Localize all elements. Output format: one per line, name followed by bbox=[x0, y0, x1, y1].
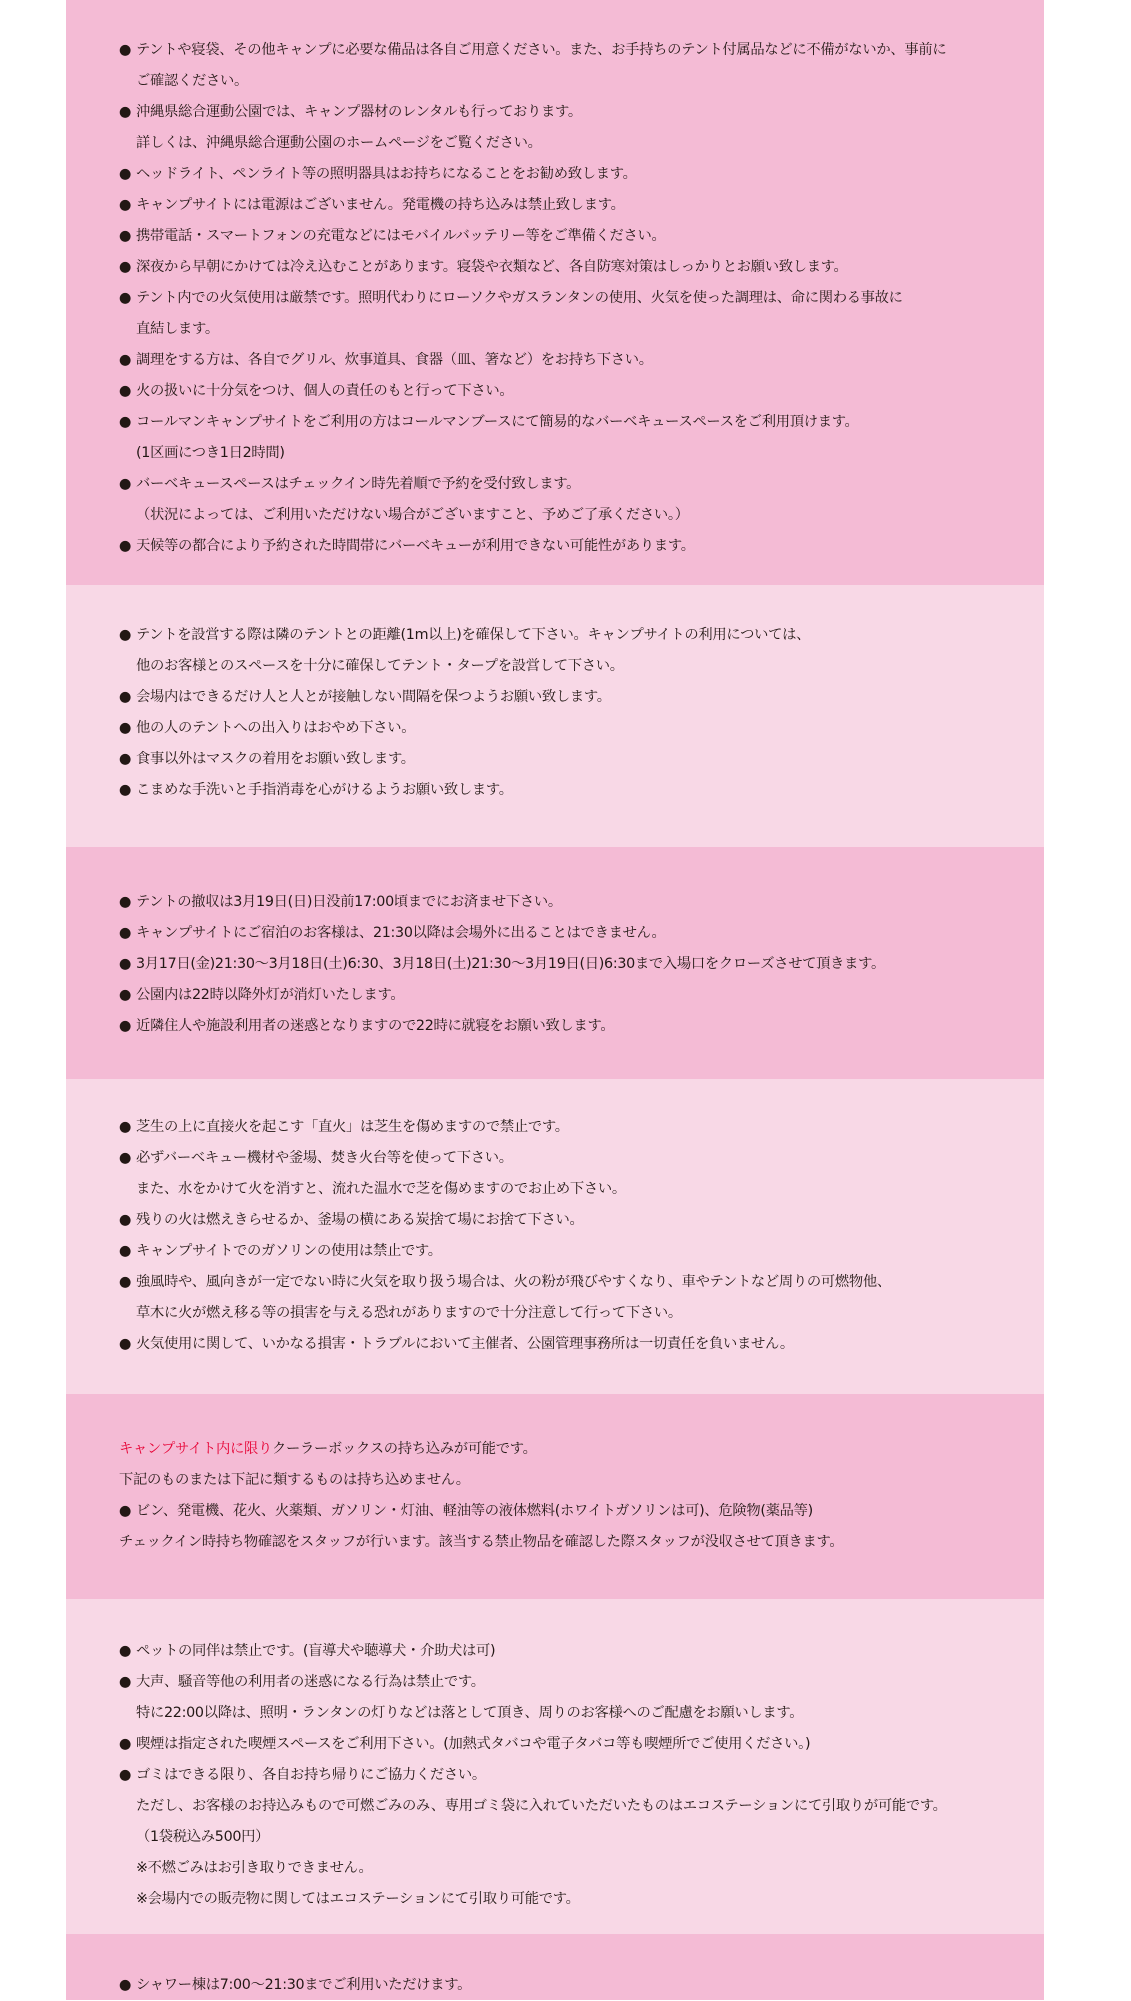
list-item bbox=[119, 1636, 1004, 1667]
item-text: コールマンキャンプサイトをご利用の方はコールマンブースにて簡易的なバーベキュースペースをご利用頂けます。 bbox=[136, 414, 859, 430]
section-equipment-list bbox=[119, 35, 1004, 562]
list-item bbox=[119, 1205, 1004, 1236]
list-item bbox=[119, 97, 1004, 128]
section-infection-prevention bbox=[66, 585, 1044, 847]
list-item bbox=[119, 252, 1004, 283]
bullet-icon: ● bbox=[119, 925, 132, 941]
item-text: 深夜から早朝にかけては冷え込むことがあります。寝袋や衣類など、各自防寒対策はしっかりとお願い致します。 bbox=[136, 259, 848, 275]
bullet-icon: ● bbox=[119, 751, 132, 767]
bullet-icon: ● bbox=[119, 476, 132, 492]
bullet-icon: ● bbox=[119, 166, 132, 182]
list-item bbox=[119, 1011, 1004, 1042]
section-shower-list bbox=[119, 1970, 1004, 2001]
cooler-prohibited-note: 下記のものまたは下記に類するものは持ち込めません。 bbox=[119, 1472, 470, 1488]
item-text: 携帯電話・スマートフォンの充電などにはモバイルバッテリー等をご準備ください。 bbox=[136, 228, 666, 244]
bullet-icon: ● bbox=[119, 104, 132, 120]
bullet-icon: ● bbox=[119, 1150, 132, 1166]
item-text: 沖縄県総合運動公園では、キャンプ器材のレンタルも行っております。 bbox=[136, 104, 582, 120]
bullet-icon: ● bbox=[119, 1767, 132, 1783]
item-text: 会場内はできるだけ人と人とが接触しない間隔を保つようお願い致します。 bbox=[136, 689, 611, 705]
list-item-continued: （状況によっては、ご利用いただけない場合がございますこと、予めご了承ください。） bbox=[136, 507, 689, 523]
bullet-icon: ● bbox=[119, 987, 132, 1003]
list-item-continued: 他のお客様とのスペースを十分に確保してテント・タープを設営して下さい。 bbox=[136, 658, 624, 674]
bullet-icon: ● bbox=[119, 1674, 132, 1690]
item-text: 強風時や、風向きが一定でない時に火気を取り扱う場合は、火の粉が飛びやすくなり、車やテントなど周りの可燃物他、 bbox=[136, 1274, 891, 1290]
bullet-icon: ● bbox=[119, 1736, 132, 1752]
bullet-icon: ● bbox=[119, 259, 132, 275]
section-fire-usage bbox=[66, 1079, 1044, 1394]
list-item-continued: ただし、お客様のお持込みもので可燃ごみのみ、専用ゴミ袋に入れていただいたものはエコステーションにて引取りが可能です。 bbox=[136, 1798, 947, 1814]
bullet-icon: ● bbox=[119, 383, 132, 399]
item-text: 残りの火は燃えきらせるか、釜場の横にある炭捨て場にお捨て下さい。 bbox=[136, 1212, 584, 1228]
list-item bbox=[119, 376, 1004, 407]
section-infection-list bbox=[119, 620, 1004, 806]
list-item bbox=[119, 744, 1004, 775]
cooler-intro bbox=[119, 1434, 1004, 1465]
list-item bbox=[119, 620, 1004, 651]
list-item bbox=[119, 775, 1004, 806]
list-item bbox=[119, 1143, 1004, 1174]
list-item bbox=[119, 713, 1004, 744]
item-text: 火の扱いに十分気をつけ、個人の責任のもと行って下さい。 bbox=[136, 383, 514, 399]
list-item bbox=[119, 345, 1004, 376]
list-item bbox=[119, 190, 1004, 221]
section-schedule bbox=[66, 847, 1044, 1079]
cooler-checkin-note: チェックイン時持ち物確認をスタッフが行います。該当する禁止物品を確認した際スタッフが没収させて頂きます。 bbox=[119, 1534, 844, 1550]
list-item-continued: また、水をかけて火を消すと、流れた温水で芝を傷めますのでお止め下さい。 bbox=[136, 1181, 626, 1197]
bullet-icon: ● bbox=[119, 1336, 132, 1352]
section-cooler-box bbox=[66, 1394, 1044, 1599]
item-text: テント内での火気使用は厳禁です。照明代わりにローソクやガスランタンの使用、火気を使った調理は、命に関わる事故に bbox=[136, 290, 903, 306]
notice-column bbox=[66, 0, 1044, 2000]
bullet-icon: ● bbox=[119, 352, 132, 368]
list-item bbox=[119, 887, 1004, 918]
list-item bbox=[119, 682, 1004, 713]
bullet-icon: ● bbox=[119, 1119, 132, 1135]
list-item bbox=[119, 283, 1004, 314]
list-item-continued: 詳しくは、沖縄県総合運動公園のホームページをご覧ください。 bbox=[136, 135, 542, 151]
item-text: 喫煙は指定された喫煙スペースをご利用下さい。(加熱式タバコや電子タバコ等も喫煙所でご使用ください。) bbox=[136, 1736, 811, 1752]
list-item bbox=[119, 949, 1004, 980]
bullet-icon: ● bbox=[119, 720, 132, 736]
bullet-icon: ● bbox=[119, 1274, 132, 1290]
bullet-icon: ● bbox=[119, 1643, 132, 1659]
list-item bbox=[119, 1112, 1004, 1143]
bullet-icon: ● bbox=[119, 1503, 132, 1519]
list-item bbox=[119, 1496, 1004, 1527]
list-item bbox=[119, 35, 1004, 66]
list-item-continued: (1区画につき1日2時間) bbox=[136, 445, 285, 461]
item-text: テントの撤収は3月19日(日)日没前17:00頃までにお済ませ下さい。 bbox=[136, 894, 562, 910]
list-item bbox=[119, 531, 1004, 562]
bullet-icon: ● bbox=[119, 782, 132, 798]
item-text: 天候等の都合により予約された時間帯にバーベキューが利用できない可能性があります。 bbox=[136, 538, 695, 554]
item-text: 公園内は22時以降外灯が消灯いたします。 bbox=[136, 987, 405, 1003]
section-schedule-list bbox=[119, 887, 1004, 1042]
item-text: 調理をする方は、各自でグリル、炊事道具、食器（皿、箸など）をお持ち下さい。 bbox=[136, 352, 653, 368]
list-item-continued: （1袋税込み500円） bbox=[136, 1829, 270, 1845]
bullet-icon: ● bbox=[119, 42, 132, 58]
list-item bbox=[119, 221, 1004, 252]
bullet-icon: ● bbox=[119, 1243, 132, 1259]
bullet-icon: ● bbox=[119, 538, 132, 554]
item-text: 食事以外はマスクの着用をお願い致します。 bbox=[136, 751, 415, 767]
list-item-continued: 特に22:00以降は、照明・ランタンの灯りなどは落として頂き、周りのお客様へのご配慮をお願いします。 bbox=[136, 1705, 804, 1721]
section-fire-list bbox=[119, 1112, 1004, 1360]
list-item-continued: ご確認ください。 bbox=[136, 73, 248, 89]
item-text: 大声、騒音等他の利用者の迷惑になる行為は禁止です。 bbox=[136, 1674, 485, 1690]
bullet-icon: ● bbox=[119, 414, 132, 430]
item-text: キャンプサイトには電源はございません。発電機の持ち込みは禁止致します。 bbox=[136, 197, 625, 213]
list-item-continued: 直結します。 bbox=[136, 321, 219, 337]
bullet-icon: ● bbox=[119, 1977, 132, 1993]
section-manners bbox=[66, 1599, 1044, 1934]
item-text: 火気使用に関して、いかなる損害・トラブルにおいて主催者、公園管理事務所は一切責任を負いません。 bbox=[136, 1336, 794, 1352]
item-text: テントや寝袋、その他キャンプに必要な備品は各自ご用意ください。また、お手持ちのテント付属品などに不備がないか、事前に bbox=[136, 42, 947, 58]
list-item bbox=[119, 1236, 1004, 1267]
item-text: 近隣住人や施設利用者の迷惑となりますので22時に就寝をお願い致します。 bbox=[136, 1018, 615, 1034]
bullet-icon: ● bbox=[119, 689, 132, 705]
bullet-icon: ● bbox=[119, 894, 132, 910]
list-item bbox=[119, 1667, 1004, 1698]
bullet-icon: ● bbox=[119, 956, 132, 972]
item-text: 芝生の上に直接火を起こす「直火」は芝生を傷めますので禁止です。 bbox=[136, 1119, 569, 1135]
item-text: キャンプサイトでのガソリンの使用は禁止です。 bbox=[136, 1243, 442, 1259]
bullet-icon: ● bbox=[119, 1212, 132, 1228]
cooler-red-text: キャンプサイト内に限り bbox=[119, 1441, 272, 1457]
list-item-continued: ※不燃ごみはお引き取りできません。 bbox=[136, 1860, 373, 1876]
item-text: テントを設営する際は隣のテントとの距離(1m以上)を確保して下さい。キャンプサイトの利用については、 bbox=[136, 627, 811, 643]
bullet-icon: ● bbox=[119, 228, 132, 244]
item-text: 3月17日(金)21:30～3月18日(土)6:30、3月18日(土)21:30～3月19日(日)6:30まで入場口をクローズさせて頂きます。 bbox=[136, 956, 886, 972]
list-item-continued: 草木に火が燃え移る等の損害を与える恐れがありますので十分注意して行って下さい。 bbox=[136, 1305, 682, 1321]
bullet-icon: ● bbox=[119, 1018, 132, 1034]
list-item bbox=[119, 159, 1004, 190]
item-text: 他の人のテントへの出入りはおやめ下さい。 bbox=[136, 720, 416, 736]
section-manners-list bbox=[119, 1636, 1004, 1915]
list-item bbox=[119, 407, 1004, 438]
list-item bbox=[119, 469, 1004, 500]
list-item bbox=[119, 980, 1004, 1011]
section-shower bbox=[66, 1934, 1044, 2000]
item-text: ゴミはできる限り、各自お持ち帰りにご協力ください。 bbox=[136, 1767, 486, 1783]
list-item bbox=[119, 1760, 1004, 1791]
bullet-icon: ● bbox=[119, 197, 132, 213]
item-text: 必ずバーベキュー機材や釜場、焚き火台等を使って下さい。 bbox=[136, 1150, 513, 1166]
item-text: バーベキュースペースはチェックイン時先着順で予約を受付致します。 bbox=[136, 476, 581, 492]
item-text: ビン、発電機、花火、火薬類、ガソリン・灯油、軽油等の液体燃料(ホワイトガソリンは可)、危険物(薬品等) bbox=[136, 1503, 813, 1519]
section-cooler-text bbox=[119, 1434, 1004, 1558]
item-text: シャワー棟は7:00～21:30までご利用いただけます。 bbox=[136, 1977, 472, 1993]
cooler-rest-text: クーラーボックスの持ち込みが可能です。 bbox=[271, 1441, 537, 1457]
list-item bbox=[119, 918, 1004, 949]
item-text: ヘッドライト、ペンライト等の照明器具はお持ちになることをお勧め致します。 bbox=[136, 166, 637, 182]
list-item bbox=[119, 1267, 1004, 1298]
list-item bbox=[119, 1329, 1004, 1360]
list-item-continued: ※会場内での販売物に関してはエコステーションにて引取り可能です。 bbox=[136, 1891, 580, 1907]
bullet-icon: ● bbox=[119, 627, 132, 643]
list-item bbox=[119, 1970, 1004, 2001]
list-item bbox=[119, 1729, 1004, 1760]
section-equipment bbox=[66, 0, 1044, 585]
bullet-icon: ● bbox=[119, 290, 132, 306]
item-text: こまめな手洗いと手指消毒を心がけるようお願い致します。 bbox=[136, 782, 513, 798]
item-text: ペットの同伴は禁止です。(盲導犬や聴導犬・介助犬は可) bbox=[136, 1643, 496, 1659]
item-text: キャンプサイトにご宿泊のお客様は、21:30以降は会場外に出ることはできません。 bbox=[136, 925, 666, 941]
